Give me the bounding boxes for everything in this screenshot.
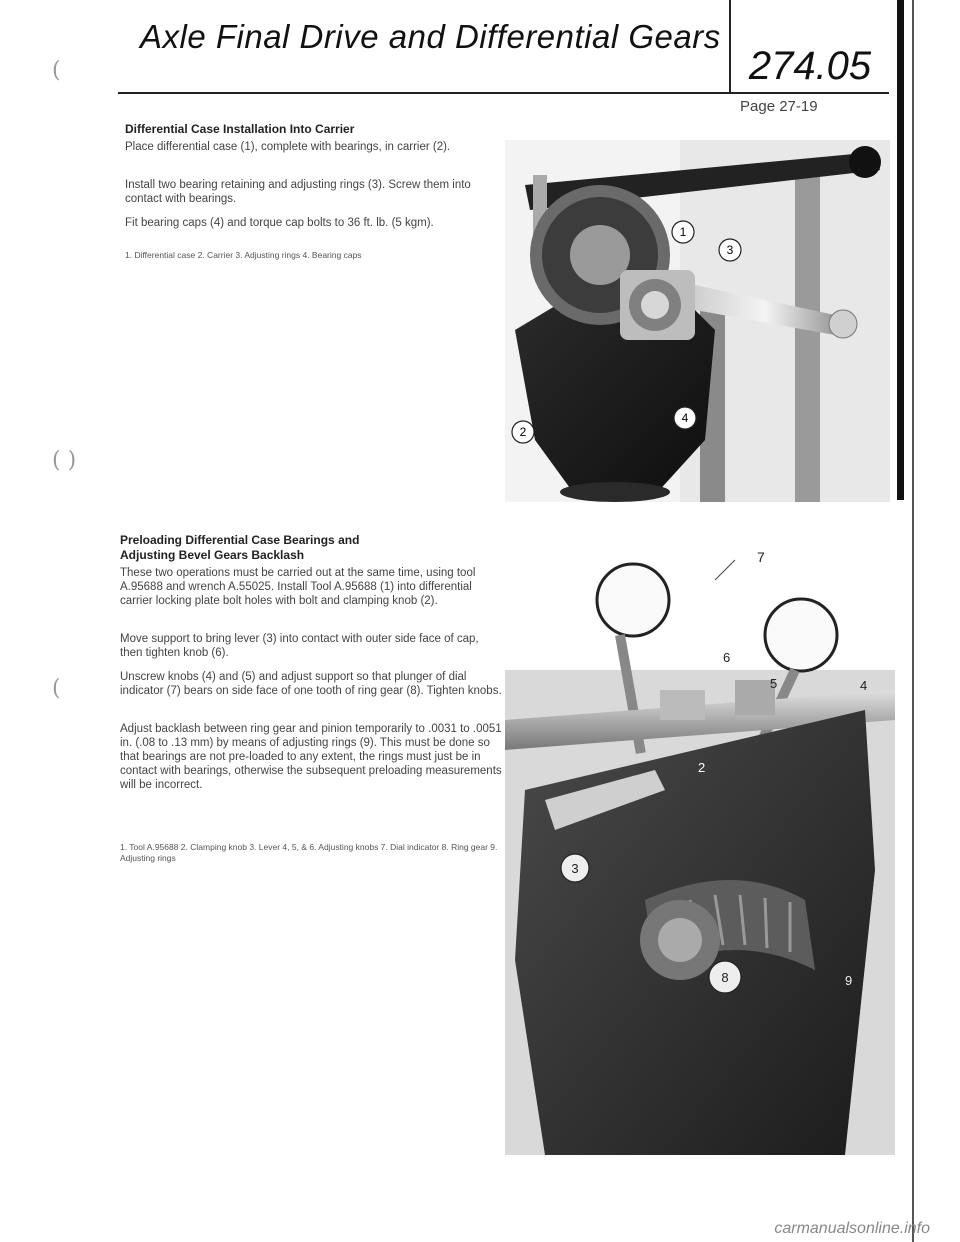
- page-label: Page 27-19: [740, 98, 818, 115]
- header-box-top-rule: [729, 0, 731, 40]
- section2-para-2: Move support to bring lever (3) into contact with outer side face of cap, then tighten knob (6).: [120, 633, 479, 659]
- svg-text:7: 7: [757, 549, 765, 565]
- section2-caption: 1. Tool A.95688 2. Clamping knob 3. Lever 4, 5, & 6. Adjusting knobs 7. Dial indicator 8. Ring gear 9. Adjusting rings: [120, 842, 498, 863]
- section2-para-3: Unscrew knobs (4) and (5) and adjust support so that plunger of dial indicator (7) bears on side face of one tooth of ring gear (8). Tighten knobs.: [120, 671, 502, 697]
- svg-text:1: 1: [679, 225, 687, 239]
- callout-4: [674, 407, 696, 429]
- callout-1: [672, 221, 694, 243]
- svg-text:2: 2: [698, 760, 706, 775]
- differential-carrier-photo: [505, 140, 890, 502]
- svg-text:3: 3: [571, 861, 579, 876]
- margin-line: [912, 0, 914, 1242]
- callout-6: [723, 650, 730, 665]
- differential-carrier-illustration: [505, 140, 890, 502]
- svg-text:4: 4: [681, 411, 689, 425]
- svg-text:4: 4: [860, 678, 868, 693]
- section1-para-3: Fit bearing caps (4) and torque cap bolts to 36 ft. lb. (5 kgm).: [125, 217, 434, 229]
- section2-heading-line1: Preloading Differential Case Bearings and: [120, 533, 360, 547]
- binder-hole-mark: ( ): [52, 448, 77, 473]
- section-code-box: [729, 40, 889, 94]
- callout-3: [719, 239, 741, 261]
- callout-2: [512, 421, 534, 443]
- section2-heading-line2: Adjusting Bevel Gears Backlash: [120, 548, 305, 562]
- section1-para-2: Install two bearing retaining and adjusting rings (3). Screw them into contact with bearings.: [125, 179, 471, 205]
- backlash-tool-illustration: [505, 540, 895, 1155]
- margin-bar: [897, 0, 904, 500]
- header-rule: [118, 92, 740, 94]
- backlash-tool-photo: [505, 540, 895, 1155]
- section2-para-4: Adjust backlash between ring gear and pinion temporarily to .0031 to .0051 in. (.08 to .13 mm) by means of adjusting rings (9). This must be done so that bearings are not pre-loaded to any extent, the rings must just be in contact with bearings, otherwise the subsequent preloading measurements will be incorrect.: [120, 723, 502, 791]
- page-title: Axle Final Drive and Differential Gears: [140, 18, 721, 55]
- binder-hole-mark: (: [52, 676, 61, 701]
- section2-para-1: These two operations must be carried out at the same time, using tool A.95688 and wrench A.55025. Install Tool A.95688 (1) into differential carrier locking plate bolt holes with bolt and clamping knob (2).: [120, 567, 476, 607]
- section1-caption: 1. Differential case 2. Carrier 3. Adjusting rings 4. Bearing caps: [125, 250, 362, 260]
- svg-text:9: 9: [845, 973, 853, 988]
- binder-hole-mark: (: [52, 58, 61, 83]
- svg-text:3: 3: [726, 243, 734, 257]
- svg-text:6: 6: [723, 650, 731, 665]
- svg-text:8: 8: [721, 970, 729, 985]
- svg-text:2: 2: [519, 425, 527, 439]
- site-watermark: carmanualsonline.info: [774, 1220, 930, 1237]
- callout-3: [561, 854, 589, 882]
- callout-4: [860, 678, 867, 693]
- section1-para-1: Place differential case (1), complete with bearings, in carrier (2).: [125, 141, 451, 153]
- section-code: 274.05: [748, 43, 872, 88]
- callout-2: [698, 760, 705, 775]
- section1-heading: Differential Case Installation Into Carrier: [125, 122, 355, 136]
- svg-text:5: 5: [770, 676, 778, 691]
- callout-5: [770, 676, 777, 691]
- callout-9: [845, 973, 852, 988]
- callout-8: [709, 961, 741, 993]
